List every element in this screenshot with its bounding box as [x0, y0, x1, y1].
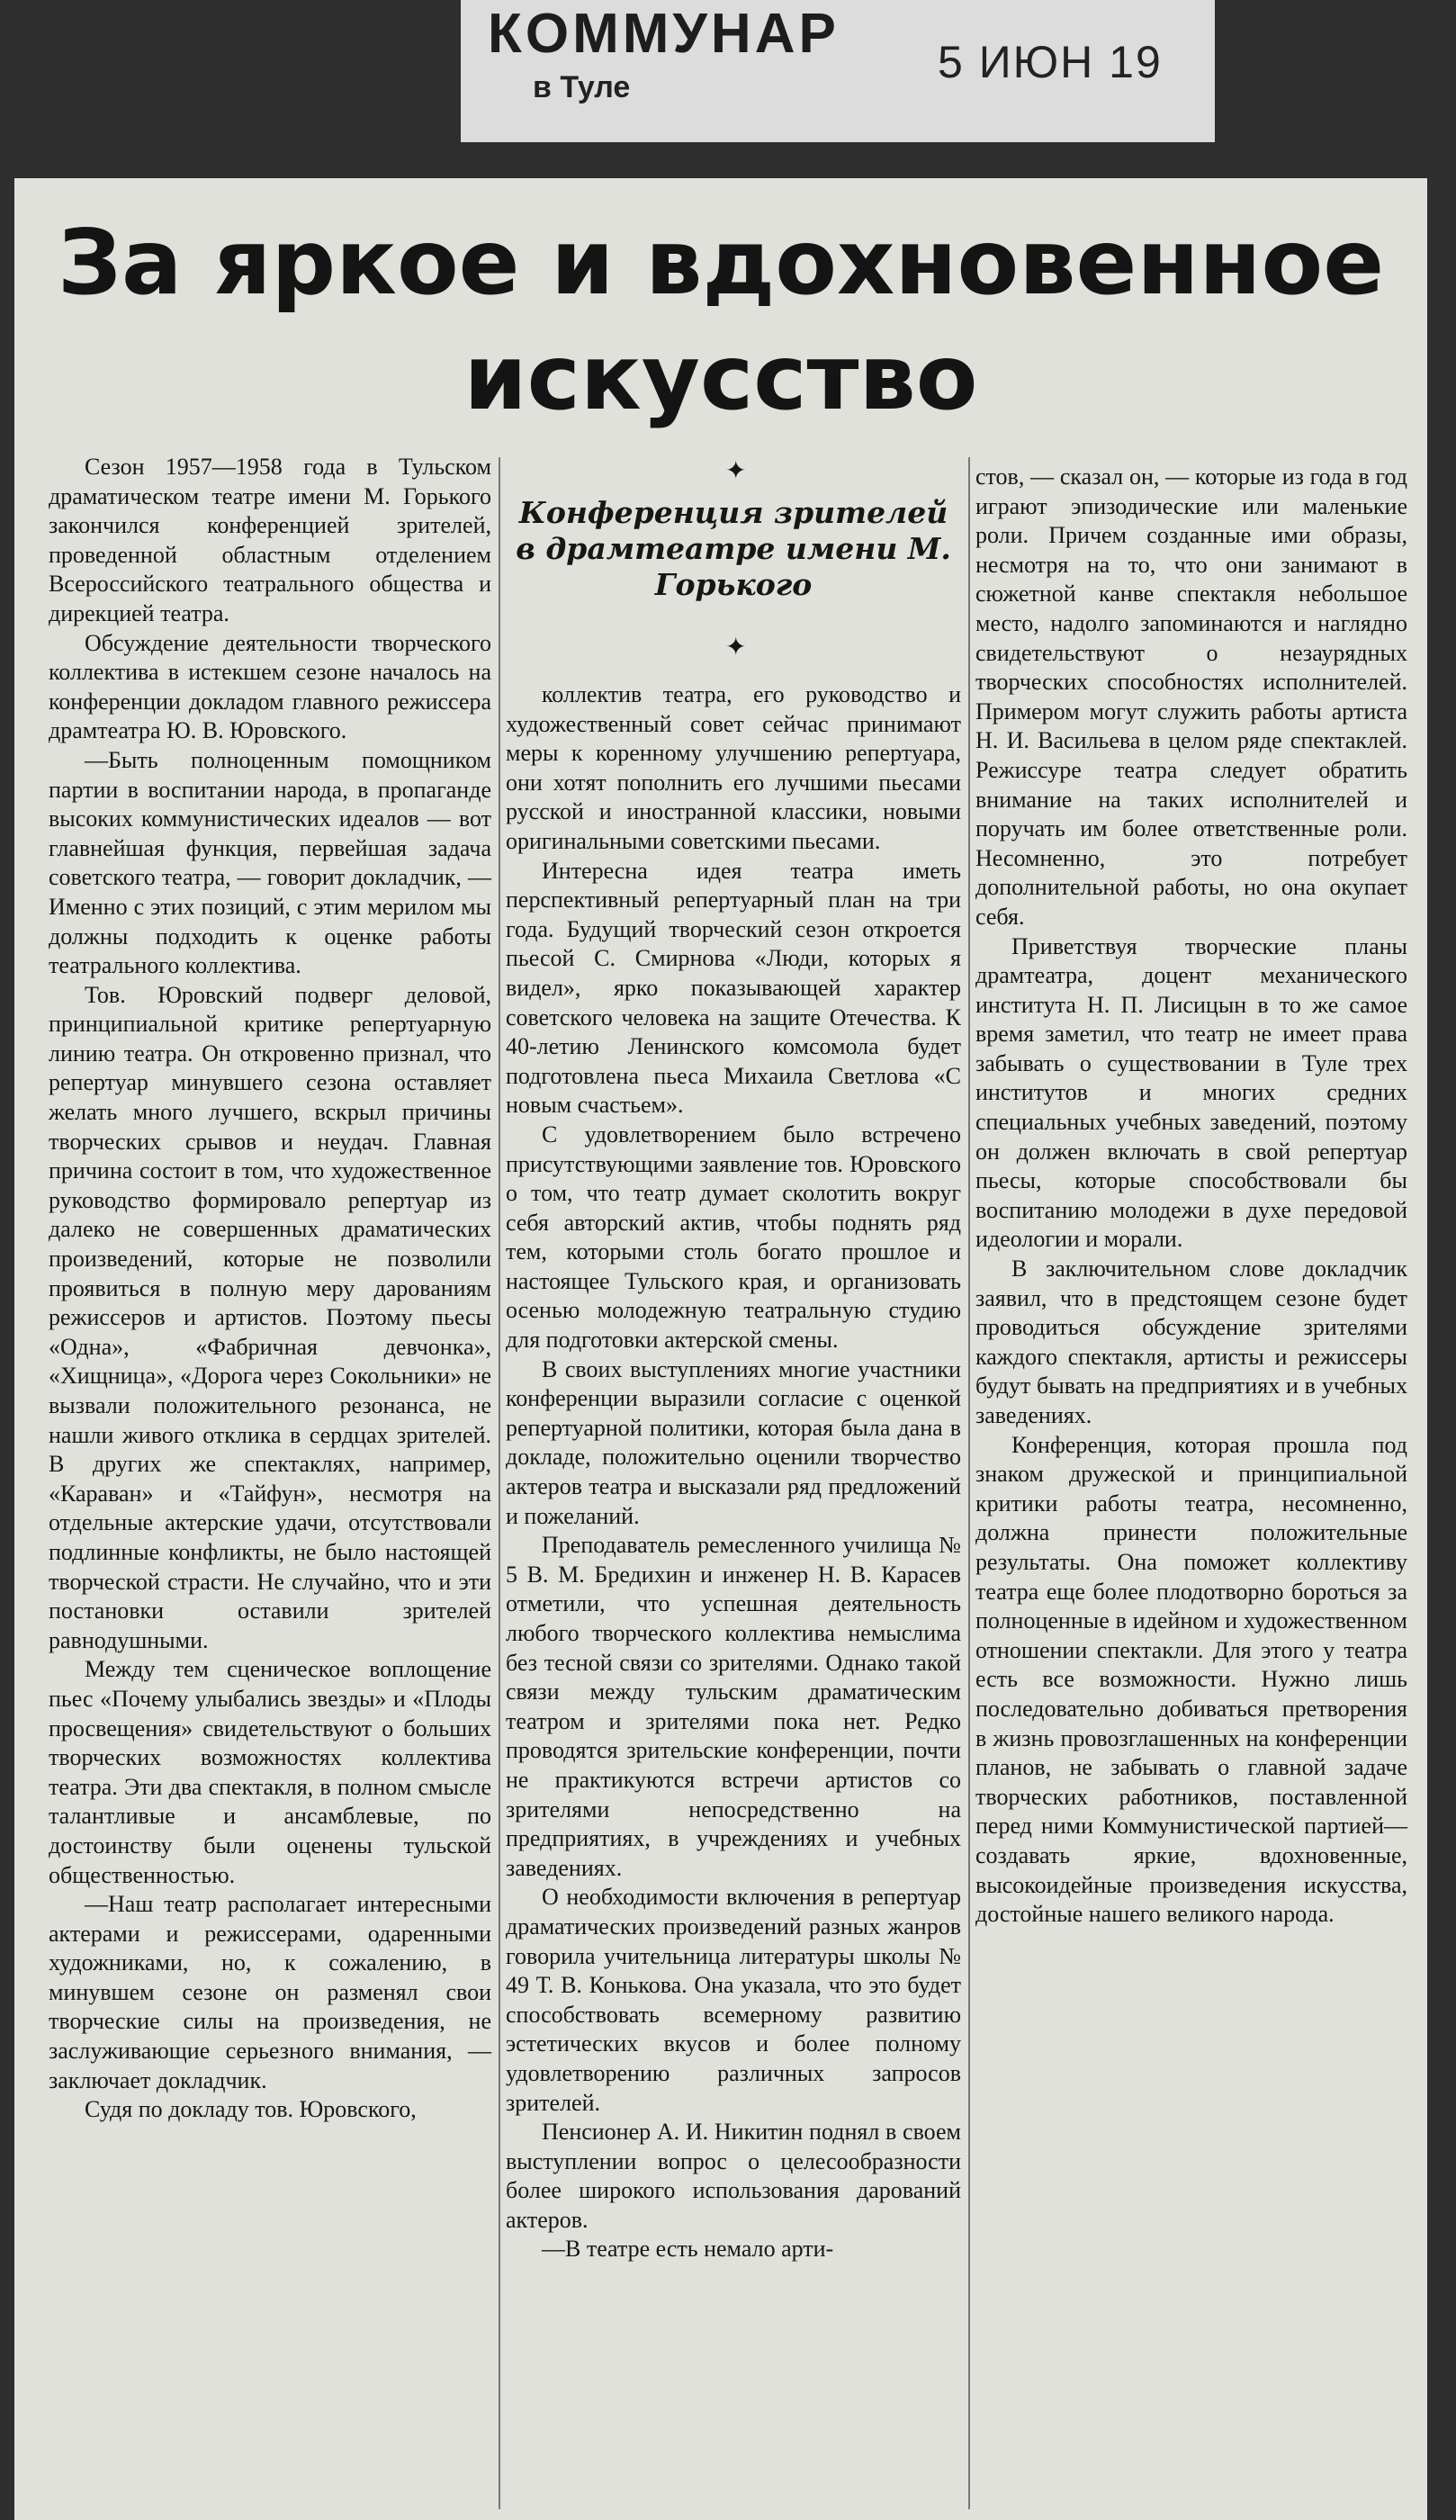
column-divider — [499, 457, 500, 2509]
article-paragraph: Интересна идея театра иметь перспективный репертуарный план на три года. Будущий творческий сезон откроется пьесой С. Смирнова «Люди, которых я видел», ярко показывающей характер советского человека на защите Отечества. К 40-летию Ленинского комсомола будет подготовлена пьеса Михаила Светлова «С новым счастьем». — [506, 857, 961, 1119]
article-paragraph: В своих выступлениях многие участники конференции выразили согласие с оценкой репертуарной политики, которая была дана в докладе, положительно оценили творчество актеров театра и высказали ряд предложений и пожеланий. — [506, 1355, 961, 1529]
article-column-2 — [506, 680, 961, 2264]
article-column-3 — [975, 463, 1407, 1930]
article-paragraph: О необходимости включения в репертуар драматических произведений разных жанров говорила учительница литературы школы № 49 Т. В. Конькова. Она указала, что это будет способствовать всемерному развитию эстетических вкусов и более полному удовлетворению различных запросов зрителей. — [506, 1884, 961, 2116]
article-paragraph: стов, — сказал он, — которые из года в год играют эпизодические или маленькие роли. Причем созданные ими образы, несмотря на то, что они занимают в сюжетной канве спектакля небольшое место, надолго запоминаются и наглядно свидетельствуют о незаурядных творческих способностях исполнителей. Примером могут служить работы артиста Н. И. Васильева в целом ряде спектаклей. Режиссуре театра следует обратить внимание на таких исполнителей и поручать им более ответственные роли. Несомненно, это потребует дополнительной работы, но она окупает себя. — [975, 464, 1407, 930]
article-paragraph: коллектив театра, его руководство и художественный совет сейчас принимают меры к коренному улучшению репертуара, они хотят пополнить его лучшими пьесами русской и иностранной классики, новыми оригинальными советскими пьесами. — [506, 681, 961, 854]
ornament-icon: ✦ — [725, 457, 747, 485]
stamp-date: 5 ИЮН 19 — [938, 37, 1163, 87]
article-paragraph: В заключительном слове докладчик заявил, что в предстоящем сезоне будет проводиться обсуждение зрителями каждого спектакля, артисты и режиссеры будут бывать на предприятиях и в учебных заведениях. — [975, 1256, 1407, 1428]
article-paragraph: —В театре есть немало арти- — [542, 2236, 834, 2263]
article-paragraph: Конференция, которая прошла под знаком дружеской и принципиальной критики работы театра, несомненно, должна принести положительные результаты. Она поможет коллективу театра еще более плодотворно бороться за полноценные в идейном и художественном отношении спектакли. Для этого у театра есть все возможности. Нужно лишь последовательно добиваться претворения в жизнь провозглашенных на конференции планов, не забывать о главной задаче творческих работников, поставленной перед ними Коммунистической партией—создавать яркие, вдохновенные, высокоидейные произведения искусства, достойные нашего великого народа. — [975, 1431, 1407, 1928]
newspaper-stamp — [461, 0, 1215, 142]
article-paragraph: —Наш театр располагает интересными актерами и режиссерами, одаренными художниками, но, к сожалению, в минувшем сезоне он разменял свои творческие силы на произведения, не заслуживающие серьезного внимания, — заключает докладчик. — [49, 1891, 491, 2093]
ornament-icon: ✦ — [725, 634, 747, 662]
article-subheading: Конференция зрителей в драмтеатре имени М. Горького — [516, 495, 951, 602]
article-paragraph: Обсуждение деятельности творческого коллектива в истекшем сезоне началось на конференции докладом главного режиссера драмтеатра Ю. В. Юровского. — [49, 629, 491, 744]
article-paragraph: Между тем сценическое воплощение пьес «Почему улыбались звезды» и «Плоды просвещения» свидетельствуют о больших творческих возможностях коллектива театра. Эти два спектакля, в полном смысле талантливые и ансамблевые, по достоинству были оценены тульской общественностью. — [49, 1656, 491, 1888]
article-paragraph: Сезон 1957—1958 года в Тульском драматическом театре имени М. Горького закончился конференцией зрителей, проведенной областным отделением Всероссийского театрального общества и дирекцией театра. — [49, 454, 491, 626]
article-paragraph: С удовлетворением было встречено присутствующими заявление тов. Юровского о том, что театр думает сколотить вокруг себя авторский актив, чтобы поднять ряд тем, которыми столь богато прошлое и настоящее Тульского края, и организовать осенью молодежную театральную студию для подготовки актерской смены. — [506, 1120, 961, 1354]
newspaper-name: КОММУНАР — [488, 3, 840, 65]
article-paragraph: Пенсионер А. И. Никитин поднял в своем выступлении вопрос о целесообразности более широкого использования дарований актеров. — [506, 2119, 961, 2233]
article-paragraph: Судя по докладу тов. Юровского, — [85, 2096, 417, 2123]
article-title: За яркое и вдохновенное искусство — [57, 210, 1385, 430]
article-paragraph: Приветствуя творческие планы драмтеатра, доцент механического института Н. П. Лисицын в то же самое время заметил, что театр не имеет права забывать о существовании в Туле трех институтов и многих средних специальных учебных заведений, поэтому он должен включать в свой репертуар пьесы, которые способствовали бы воспитанию молодежи в духе передовой идеологии и морали. — [975, 932, 1407, 1253]
article-paragraph: Тов. Юровский подверг деловой, принципиальной критике репертуарную линию театра. Он откровенно признал, что репертуар минувшего сезона оставляет желать много лучшего, вскрыл причины творческих срывов и неудач. Главная причина состоит в том, что художественное руководство формировало репертуар из далеко не совершенных драматических произведений, которые не позволили проявиться в полную меру дарованиям режиссеров и артистов. Поэтому пьесы «Одна», «Фабричная девчонка», «Хищница», «Дорога через Сокольники» не вызвали положительного резонанса, не нашли живого отклика в сердцах зрителей. В других же спектаклях, например, «Караван» и «Тайфун», несмотря на отдельные актерские удачи, отсутствовали подлинные конфликты, не было настоящей творческой страсти. Не случайно, что и эти постановки оставили зрителей равнодушными. — [49, 981, 491, 1653]
article-column-1 — [49, 453, 491, 2125]
column-divider — [968, 457, 970, 2509]
article-paragraph: Преподаватель ремесленного училища № 5 В. М. Бредихин и инженер Н. В. Карасев отметили, что успешная деятельность любого творческого коллектива немыслима без тесной связи со зрителями. Однако такой связи между тульским драматическим театром и зрителями пока нет. Редко проводятся зрительские конференции, почти не практикуются встречи артистов со зрителями непосредственно на предприятиях, в учреждениях и учебных заведениях. — [506, 1532, 961, 1881]
article-paragraph: —Быть полноценным помощником партии в воспитании народа, в пропаганде высоких коммунистических идеалов — вот главнейшая функция, первейшая задача советского театра, — говорит докладчик, — Именно с этих позиций, с этим мерилом мы должны подходить к оценке работы театрального коллектива. — [49, 746, 491, 979]
newspaper-city: в Туле — [533, 70, 631, 104]
newspaper-clipping — [14, 178, 1427, 2520]
